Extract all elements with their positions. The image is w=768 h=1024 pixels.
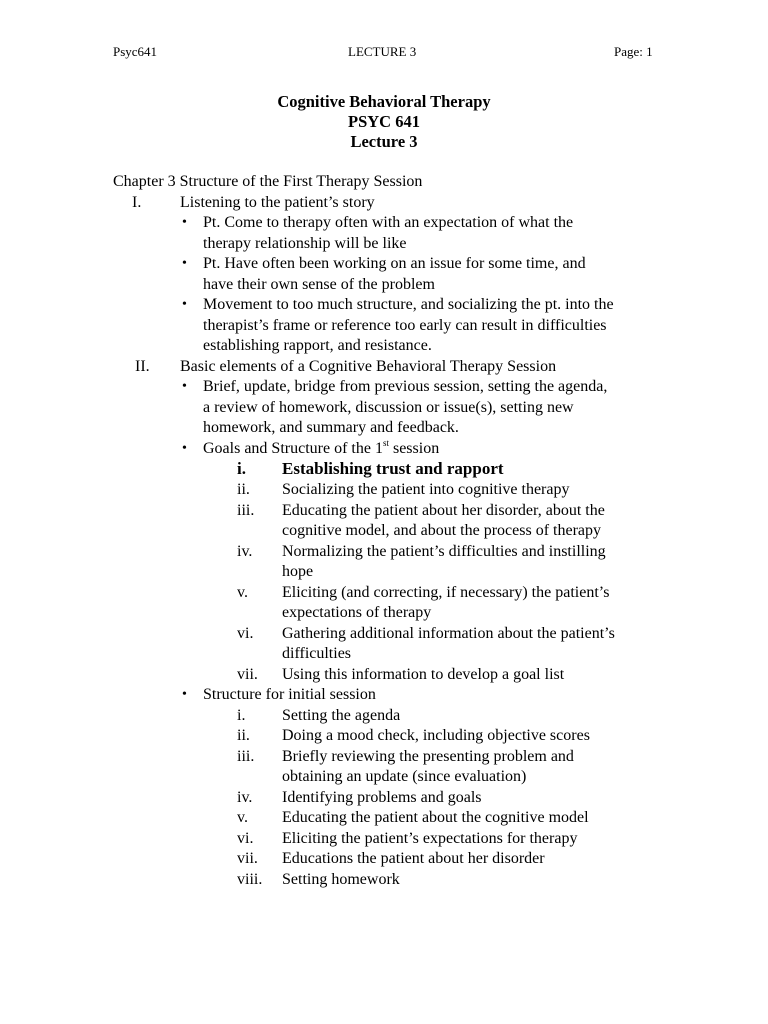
structure-heading: Structure for initial session bbox=[203, 686, 376, 703]
bullet-icon: • bbox=[182, 379, 187, 394]
bullet-text: Pt. Come to therapy often with an expectation of what the bbox=[203, 214, 574, 231]
goal-text: Educating the patient about her disorder, about the bbox=[282, 501, 605, 519]
ordinal-suffix: st bbox=[382, 437, 389, 448]
goal-number: v. bbox=[237, 583, 248, 601]
goal-number: ii. bbox=[237, 481, 250, 498]
bullet-icon: • bbox=[182, 297, 187, 312]
structure-number: iv. bbox=[237, 788, 253, 806]
structure-number: viii. bbox=[237, 870, 263, 888]
bullet-text: Brief, update, bridge from previous session, setting the agenda, bbox=[203, 378, 608, 395]
structure-text: Doing a mood check, including objective scores bbox=[282, 727, 590, 744]
goals-heading-tail: session bbox=[388, 439, 440, 457]
section-heading: Basic elements of a Cognitive Behavioral Therapy Session bbox=[180, 357, 557, 375]
goal-text: Gathering additional information about the patient’s bbox=[282, 624, 615, 642]
document-title bbox=[0, 92, 768, 152]
goal-text: expectations of therapy bbox=[282, 604, 432, 621]
structure-text: Setting the agenda bbox=[282, 706, 401, 724]
structure-text: obtaining an update (since evaluation) bbox=[282, 768, 527, 785]
section-number: I. bbox=[132, 193, 142, 211]
bullet-icon: • bbox=[182, 440, 187, 456]
goal-number: iii. bbox=[237, 501, 255, 519]
goals-heading bbox=[203, 439, 439, 460]
structure-text: Briefly reviewing the presenting problem and bbox=[282, 747, 574, 765]
bullet-icon: • bbox=[182, 687, 187, 702]
bullet-text: a review of homework, discussion or issue(s), setting new bbox=[203, 398, 574, 416]
goal-text: Eliciting (and correcting, if necessary) the patient’s bbox=[282, 583, 610, 601]
section-number: II. bbox=[135, 357, 150, 375]
bullet-text: Movement to too much structure, and socializing the pt. into the bbox=[203, 296, 614, 313]
title-line-1: Cognitive Behavioral Therapy bbox=[277, 92, 491, 111]
structure-number: ii. bbox=[237, 727, 250, 744]
goal-number: vi. bbox=[237, 624, 254, 642]
title-line-3: Lecture 3 bbox=[350, 132, 418, 151]
bullet-text: therapist’s frame or reference too early can result in difficulties bbox=[203, 316, 607, 334]
goal-text: Using this information to develop a goal list bbox=[282, 665, 565, 683]
structure-number: vii. bbox=[237, 850, 258, 867]
bullet-text: have their own sense of the problem bbox=[203, 275, 435, 293]
structure-text: Educations the patient about her disorder bbox=[282, 850, 545, 867]
bullet-text: Pt. Have often been working on an issue for some time, and bbox=[203, 255, 586, 272]
structure-number: vi. bbox=[237, 829, 254, 847]
structure-text: Identifying problems and goals bbox=[282, 788, 482, 806]
goal-number: i. bbox=[237, 459, 246, 478]
goal-text: hope bbox=[282, 563, 314, 580]
bullet-text: homework, and summary and feedback. bbox=[203, 419, 459, 436]
header-lecture: LECTURE 3 bbox=[348, 44, 417, 59]
title-line-2: PSYC 641 bbox=[348, 112, 420, 131]
structure-text: Setting homework bbox=[282, 870, 400, 888]
structure-number: iii. bbox=[237, 747, 255, 765]
bullet-icon: • bbox=[182, 215, 187, 230]
goal-text: Establishing trust and rapport bbox=[282, 459, 504, 478]
goal-text: cognitive model, and about the process of therapy bbox=[282, 522, 602, 539]
goal-text: difficulties bbox=[282, 645, 352, 662]
goals-heading-text: Goals and Structure of the 1 bbox=[203, 439, 383, 457]
bullet-text: therapy relationship will be like bbox=[203, 234, 407, 252]
structure-number: i. bbox=[237, 706, 246, 724]
structure-text: Educating the patient about the cognitive model bbox=[282, 809, 589, 826]
structure-text: Eliciting the patient’s expectations for therapy bbox=[282, 829, 578, 847]
structure-number: v. bbox=[237, 809, 248, 826]
goal-number: vii. bbox=[237, 665, 258, 683]
header-page-number: Page: 1 bbox=[614, 44, 653, 59]
section-heading: Listening to the patient’s story bbox=[180, 193, 375, 211]
goal-text: Normalizing the patient’s difficulties and instilling bbox=[282, 542, 606, 560]
header-course: Psyc641 bbox=[113, 44, 158, 59]
goal-text: Socializing the patient into cognitive therapy bbox=[282, 481, 570, 498]
goal-number: iv. bbox=[237, 542, 253, 560]
chapter-heading: Chapter 3 Structure of the First Therapy Session bbox=[113, 173, 423, 190]
bullet-icon: • bbox=[182, 256, 187, 271]
bullet-text: establishing rapport, and resistance. bbox=[203, 337, 432, 354]
